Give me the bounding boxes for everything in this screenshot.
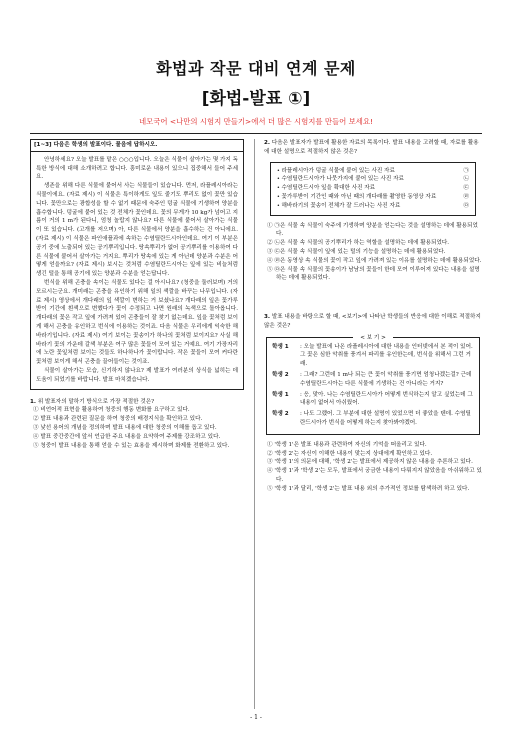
dialogue-line bbox=[272, 391, 474, 409]
right-column bbox=[264, 139, 482, 494]
example-box bbox=[266, 334, 480, 435]
speaker-label: 학생 1 bbox=[272, 391, 289, 398]
option[interactable]: ⑤ '학생 1'과 달리, '학생 2'는 발표 내용 외의 추가적인 정보를 탐색하려 하고 있다. bbox=[267, 485, 470, 492]
option[interactable]: ② ㉡은 식물 속 식물의 공기뿌리가 하는 역할을 설명하는 데에 활용되었다. bbox=[267, 240, 450, 247]
material-label: ∙ 해바라기의 꽃송이 전체가 잘 드러나는 사진 자료 bbox=[277, 202, 401, 209]
passage-paragraph: 번식을 위해 곤충을 속이는 식물도 있다는 걸 아시나요? (청중을 둘러보며) 거의 모르시는군요. 개미래는 곤충을 유인하기 위해 일의 색깔을 바꾸는 나무입니다. (자료 제시) 영상에서 개다래의 잎 색깔이 변하는 거 보셨나요? 개다래의 잎은 꽃가루받이 기간에 흰색으로 변했다가 꽃이 수정되고 나면 원래의 녹색으로 돌아옵니다. 개다래의 꽃은 작고 잎에 가려져 있어 곤충들이 잘 찾기 없는데요. 잎을 꽃처럼 보이게 해서 곤충을 유인하고 번식에 이용하는 것이죠. 다음 식물은 우리에게 익숙한 해바라기입니다. (자료 제시) 여기 보이는 꽃송이가 하나의 꽃처럼 보이지요? 사실 해바라기 꽃의 가운데 갈색 부분은 여구 많은 꽃들이 모여 있는 거예요. 여기 가장자리에 노란 꽃잎처럼 보이는 것들도 하나하나가 꽃이랍니다. 작은 꽃들이 모여 커다란 꽃처럼 보이게 해서 곤충을 끌어들이는 것이죠. bbox=[36, 279, 238, 366]
material-item bbox=[277, 184, 469, 193]
option[interactable]: ① 비언어적 표현을 활용하여 청중의 행동 변화를 요구하고 있다. bbox=[33, 407, 190, 414]
dialogue-text: : 응, 맞아. 나는 수염틸란드시아가 어떻게 번식하는지 알고 싶었는데 그 내용이 없어서 아쉬웠어. bbox=[300, 391, 473, 407]
material-item bbox=[277, 167, 469, 176]
material-item bbox=[277, 193, 469, 202]
question-number: 2. bbox=[264, 140, 271, 146]
page-title: 화법과 작문 대비 연계 문제 bbox=[156, 59, 356, 78]
question-3 bbox=[264, 313, 482, 493]
column-divider bbox=[254, 139, 255, 709]
promo-text[interactable]: 네모국어 <나만의 시험지 만들기>에서 더 많은 시험지를 만들어 보세요! bbox=[138, 117, 374, 126]
example-box-label: < 보 기 > bbox=[353, 334, 393, 343]
option[interactable]: ④ 발표 중간중간에 앞서 언급한 주요 내용을 요약하여 주제를 강조하고 있다. bbox=[33, 433, 221, 440]
passage-paragraph: 생존을 위해 다른 식물에 붙어서 사는 식물들이 있습니다. 먼저, 라플레시아라는 식물이에요. (자료 제시) 이 식물은 특이하게도 잎도 줄기도 뿌리도 없이 꽃만 있습니다. 꽃만으로는 광합성을 할 수 없기 때문에 숙주인 덩굴 식물에 기생하여 양분을 흡수합니다. 덩굴에 붙어 있는 것 전체가 꽃인데요. 꽃의 무게가 10 kg가 넘어고 지름이 거의 1 m가 된다니, 엄청 놀랍지 않나요? 다른 식물에 붙어서 살아가는 식물이 또 있습니다. (고개를 저으며) 아, 다른 식물에서 양분을 흡수하는 건 아니에요. (자료 제시) 이 식물은 파인애플과에 속하는 수염틸란드시아인데요. 여기 이 부분은 공기 중에 노출되어 있는 공기뿌리입니다. 땅속뿌리가 없어 공기뿌리를 이용하여 다른 식물에 붙어서 살아가는 거지요. 뿌리가 땅속에 있는 게 아닌데 양분과 수분은 어떻게 얻을까요? (자료 제시) 보시는 것처럼 수염틸란드시아는 잎에 있는 비늘처럼 생긴 털을 통해 공기에 있는 양분과 수분을 얻는답니다. bbox=[36, 183, 238, 278]
question-1-stem bbox=[30, 398, 244, 407]
option[interactable]: ③ '학생 1'의 의문에 대해, '학생 2'는 발표에서 제공하지 않은 내용을 추론하고 있다. bbox=[267, 459, 473, 466]
dialogue-line bbox=[272, 371, 474, 389]
dialogue-line bbox=[272, 343, 474, 369]
material-label: ∙ 수염틸란드시아가 나뭇가지에 붙어 있는 사진 자료 bbox=[277, 176, 404, 183]
option[interactable]: ① '학생 1'은 발표 내용과 관련하여 자신의 기억을 떠올리고 있다. bbox=[267, 441, 427, 448]
material-list bbox=[270, 162, 476, 216]
option[interactable]: ④ '학생 1'과 '학생 2'는 모두, 발표에서 궁금한 내용이 다뤄지지 않았음을 아쉬워하고 있다. bbox=[267, 468, 482, 483]
passage-box bbox=[30, 152, 244, 390]
dialogue-text: : 나도 그랬어. 그 부분에 대한 설명이 있었으면 더 좋았을 텐데. 수염틸란드시아가 번식을 어떻게 하는지 찾아봐야겠어. bbox=[300, 411, 471, 426]
passage-paragraph: 안녕하세요? 오늘 발표를 맡은 ○○○입니다. 오늘은 식물이 살아가는 몇 가지 독특한 방식에 대해 소개하려고 합니다. 흥미로운 내용이 있으니 집중해서 들어 주세요. bbox=[36, 156, 238, 181]
dialogue-text: : 오늘 발표에 나온 라플레시아에 대한 내용을 인터넷에서 본 적이 있어. 그 꽃은 심한 악취를 풍겨서 파리를 유인한는데, 번식을 위해서 그런 거래. bbox=[300, 343, 473, 368]
option[interactable]: ⑤ 청중이 발표 내용을 통해 얻을 수 있는 효용을 제시하며 화제를 전환하고 있다. bbox=[33, 442, 230, 449]
passage-paragraph: 식물이 살아가는 모습, 신기하지 않나요? 제 발표가 여러분의 상식을 넓히는 데 도움이 되었기를 바랍니다. 발표 마치겠습니다. bbox=[36, 367, 238, 383]
material-mark: ㉢ bbox=[463, 185, 469, 192]
option[interactable]: ④ ㉣은 동영상 속 식물의 꽃이 작고 잎에 가려져 있는 이유를 설명하는 데에 활용되었다. bbox=[267, 257, 482, 264]
material-item bbox=[277, 202, 469, 211]
question-number: 1. bbox=[30, 398, 37, 405]
material-label: ∙ 수염틸란드시아 잎을 확대한 사진 자료 bbox=[277, 185, 376, 192]
question-number: 3. bbox=[264, 314, 271, 321]
page-number: - 1 - bbox=[250, 714, 262, 721]
option[interactable]: ② 발표 내용과 관련된 질문을 하여 청중의 배경지식을 확인하고 있다. bbox=[33, 416, 203, 423]
question-text: 다음은 발표자가 발표에 활용한 자료의 목록이다. 발표 내용을 고려할 때, 자료를 활용에 대한 설명으로 적절하지 않은 것은? bbox=[264, 140, 479, 155]
question-2-stem bbox=[264, 139, 482, 157]
material-mark: ㉣ bbox=[463, 193, 469, 200]
material-mark: ㉤ bbox=[463, 202, 469, 209]
material-item bbox=[277, 175, 469, 184]
speaker-label: 학생 2 bbox=[272, 411, 289, 418]
question-text: 발표 내용을 바탕으로 할 때, <보기>에 나타난 학생들의 반응에 대한 이해로 적절하지 않은 것은? bbox=[264, 314, 481, 329]
option[interactable]: ① ㉠은 식물 속 식물이 숙주에 기생하며 양분을 얻는다는 것을 설명하는 데에 활용되었다. bbox=[267, 222, 478, 238]
material-mark: ㉠ bbox=[463, 167, 469, 174]
option[interactable]: ② '학생 2'는 자신이 이해한 내용이 맞는지 상대에게 확인하고 있다. bbox=[267, 450, 433, 457]
option[interactable]: ③ ㉢은 식물 속 식물이 잎에 있는 털의 기능을 설명하는 데에 활용되었다. bbox=[267, 248, 446, 255]
material-label: ∙ 라플레시아가 덩굴 식물에 붙어 있는 사진 자료 bbox=[277, 167, 395, 174]
option[interactable]: ⑤ ㉤은 식물 속 식물의 꽃송이가 남남의 꽃들이 한데 모여 이루어져 있다는 내용을 설명하는 데에 활용되었다. bbox=[267, 266, 480, 282]
question-1 bbox=[30, 398, 244, 451]
left-column bbox=[30, 139, 244, 450]
option[interactable]: ③ 낯선 용어의 개념을 정의하며 발표 내용에 대한 청중의 이해를 돕고 있다. bbox=[33, 424, 217, 431]
speaker-label: 학생 1 bbox=[272, 343, 289, 350]
question-2 bbox=[264, 139, 482, 283]
dialogue-text: : 그래? 그런데 1 m나 되는 큰 꽃이 악취를 풍기면 엄청나겠는걸? 근데 수염틸란드시아는 다른 식물에 기생하는 건 아니라는 거지? bbox=[300, 371, 472, 387]
header-divider bbox=[30, 133, 482, 134]
passage-heading: [1~3] 다음은 학생의 발표이다. 물음에 답하시오. bbox=[30, 139, 244, 152]
material-label: ∙ 꽃가루받이 기간인 때와 아닌 때의 개다래를 촬영한 동영상 자료 bbox=[277, 193, 437, 200]
material-mark: ㉡ bbox=[463, 176, 469, 183]
speaker-label: 학생 2 bbox=[272, 371, 289, 378]
dialogue-line bbox=[272, 410, 474, 428]
question-text: 위 발표자의 말하기 방식으로 가장 적절한 것은? bbox=[37, 398, 155, 405]
page-subtitle: [화법-발표 ①] bbox=[201, 89, 311, 109]
question-3-stem bbox=[264, 313, 482, 331]
